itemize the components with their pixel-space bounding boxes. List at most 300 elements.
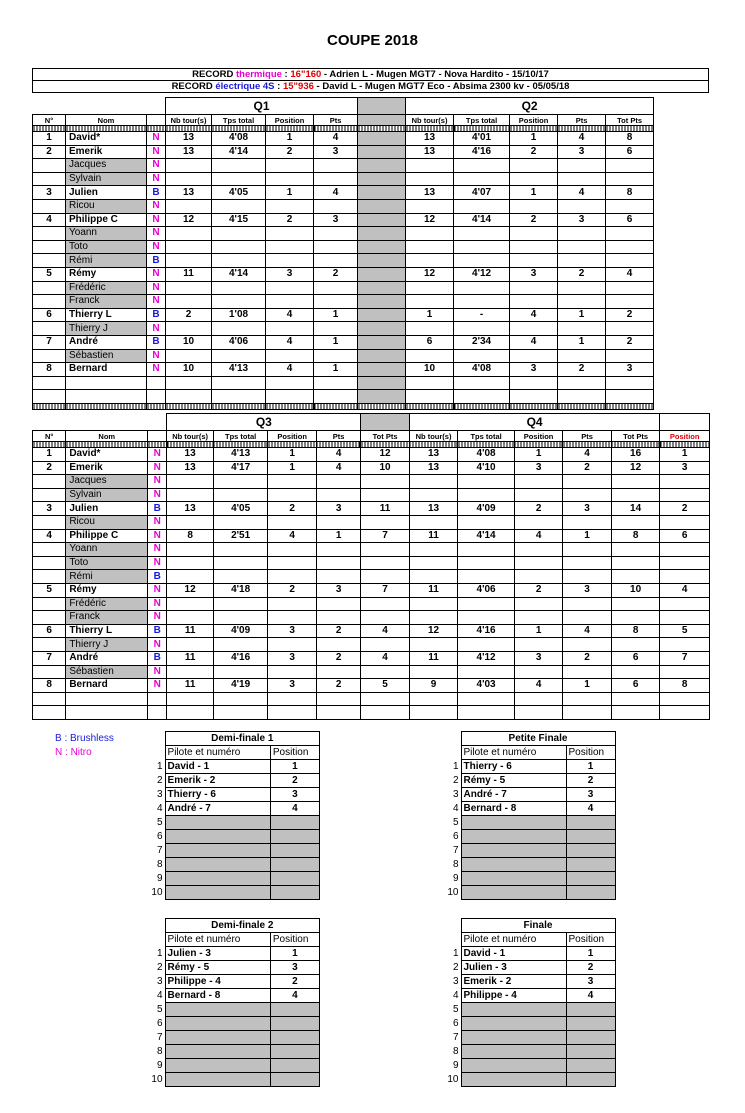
heat-total-time: 4'09	[213, 624, 268, 638]
blank-cell	[654, 186, 711, 200]
heat-total-time: 4'07	[454, 186, 510, 200]
header-pilot: Pilote et numéro	[461, 746, 566, 760]
empty-pilot-cell	[165, 830, 270, 844]
motor-type: N	[147, 322, 166, 336]
heat-laps	[409, 475, 457, 489]
heat-position: 3	[268, 651, 316, 665]
record-time: 16"160	[290, 69, 322, 80]
pilot-sub-row	[33, 543, 710, 557]
heat-total-points: 8	[611, 529, 660, 543]
pilot-sub-row	[33, 638, 710, 652]
pilot-row	[33, 448, 710, 462]
heat-total-time	[454, 240, 510, 254]
empty-cell	[406, 390, 454, 404]
heat-position: 4	[266, 308, 314, 322]
blank-cell	[654, 376, 711, 390]
pilot-name: Sébastien	[66, 665, 148, 679]
heat-position	[514, 543, 562, 557]
heat-laps: 12	[406, 213, 454, 227]
heat-total-time: 4'16	[454, 145, 510, 159]
final-row	[151, 1059, 320, 1073]
heat-laps: 11	[167, 624, 213, 638]
empty-pilot-cell	[165, 872, 270, 886]
pilot-name: Philippe C	[66, 213, 147, 227]
heat-position	[514, 638, 562, 652]
empty-pilot-cell	[461, 1073, 566, 1087]
heat-laps	[167, 597, 213, 611]
heat-total-time	[212, 159, 266, 173]
position-cell: 1	[270, 760, 319, 774]
row-number: 1	[452, 760, 459, 772]
row-number: 6	[156, 1017, 163, 1029]
finale-table	[447, 918, 616, 1087]
final-row	[151, 1073, 320, 1087]
hatch-cell	[406, 403, 454, 409]
final-title: Petite Finale	[461, 732, 615, 746]
empty-cell	[316, 706, 360, 720]
heat-position	[510, 227, 558, 241]
heat-total-points	[361, 638, 409, 652]
record-sep: :	[281, 69, 291, 80]
final-row	[151, 961, 320, 975]
motor-type: N	[148, 679, 167, 693]
demi-finale-1-table	[151, 731, 320, 900]
motor-type: N	[147, 267, 166, 281]
heat-points: 3	[314, 145, 358, 159]
heat-points	[316, 515, 360, 529]
final-header-row	[151, 933, 320, 947]
position-cell: 3	[566, 788, 615, 802]
pilot-number: 5	[33, 583, 66, 597]
separator-cell	[358, 376, 406, 390]
blank-cell	[151, 933, 165, 947]
final-row	[447, 774, 615, 788]
col-type	[147, 115, 166, 126]
blank-cell	[654, 213, 711, 227]
heat-total-time: 4'08	[212, 132, 266, 146]
pilot-row	[33, 335, 711, 349]
separator-cell	[358, 308, 406, 322]
empty-cell	[314, 376, 358, 390]
col-nb: Nb tour(s)	[166, 115, 212, 126]
heat-total-time: 4'05	[213, 502, 268, 516]
empty-position-cell	[566, 1017, 615, 1031]
pilot-cell: Thierry - 6	[165, 788, 270, 802]
heat-total-time: 4'08	[454, 363, 510, 377]
heat-laps	[166, 254, 212, 268]
position-cell: 2	[270, 774, 319, 788]
heat-laps	[409, 570, 457, 584]
heat-total-time	[213, 475, 268, 489]
heat-points	[314, 199, 358, 213]
heat-points	[314, 227, 358, 241]
col-pts: Pts	[314, 115, 358, 126]
empty-cell	[147, 376, 166, 390]
blank-cell	[447, 919, 461, 933]
heat-position: 2	[266, 213, 314, 227]
separator-cell	[358, 159, 406, 173]
heat-points	[558, 159, 606, 173]
header-position: Position	[566, 933, 615, 947]
heat-total-time: 4'06	[458, 583, 515, 597]
results-table-q3-q4	[32, 413, 710, 720]
pilot-number: 8	[33, 679, 66, 693]
hatch-row	[33, 403, 711, 409]
heat-laps: 13	[406, 145, 454, 159]
col-tps: Tps total	[213, 431, 268, 442]
heat-total-time: 4'16	[213, 651, 268, 665]
final-position: 4	[660, 583, 710, 597]
heat-total-points	[611, 611, 660, 625]
empty-cell	[147, 390, 166, 404]
row-number: 8	[452, 858, 459, 870]
heat-total-time	[212, 172, 266, 186]
heat-total-time: 2'34	[454, 335, 510, 349]
motor-type: N	[147, 281, 166, 295]
heat-points: 1	[314, 335, 358, 349]
separator-cell	[358, 98, 406, 115]
heat-position	[266, 240, 314, 254]
heat-laps: 13	[166, 145, 212, 159]
pilot-cell: Emerik - 2	[461, 975, 566, 989]
pilot-sub-row	[33, 515, 710, 529]
record-details: - David L - Mugen MGT7 Eco - Absima 2300 kv - 05/05/18	[313, 81, 570, 92]
heat-total-time: 4'03	[458, 679, 515, 693]
final-position	[660, 570, 710, 584]
heat-points	[563, 638, 611, 652]
final-row	[447, 760, 615, 774]
header-position: Position	[566, 746, 615, 760]
empty-cell	[33, 376, 66, 390]
final-title: Finale	[461, 919, 615, 933]
heat-total-time	[213, 665, 268, 679]
heat-laps: 8	[167, 529, 213, 543]
heat-total-time	[213, 638, 268, 652]
empty-cell	[167, 692, 213, 706]
heat-total-time	[454, 281, 510, 295]
heat-position: 1	[514, 448, 562, 462]
empty-cell	[316, 692, 360, 706]
empty-cell	[166, 390, 212, 404]
empty-position-cell	[566, 844, 615, 858]
final-row	[447, 1073, 615, 1087]
row-number: 4	[156, 802, 163, 814]
pilot-sub-row	[33, 611, 710, 625]
heat-laps	[166, 295, 212, 309]
row-number: 6	[452, 1017, 459, 1029]
pilot-name: Rémy	[66, 583, 148, 597]
motor-type: N	[147, 363, 166, 377]
row-number: 3	[156, 975, 163, 987]
heat-laps: 13	[406, 132, 454, 146]
heat-label: Q2	[406, 98, 654, 115]
pilot-number: 3	[33, 186, 66, 200]
empty-cell	[66, 390, 147, 404]
pilot-number	[33, 597, 66, 611]
pilot-sub-row	[33, 488, 710, 502]
blank-cell	[654, 308, 711, 322]
heat-laps	[167, 638, 213, 652]
final-row	[447, 788, 615, 802]
pilot-number: 8	[33, 363, 66, 377]
heat-total-points	[611, 597, 660, 611]
heat-points: 2	[314, 267, 358, 281]
motor-type: N	[147, 132, 166, 146]
heat-total-points	[606, 227, 654, 241]
empty-position-cell	[270, 830, 319, 844]
heat-laps	[166, 281, 212, 295]
empty-pilot-cell	[165, 1059, 270, 1073]
heat-total-points: 7	[361, 529, 409, 543]
empty-position-cell	[270, 886, 319, 900]
empty-pilot-cell	[165, 1045, 270, 1059]
final-row	[447, 961, 615, 975]
final-row	[447, 858, 615, 872]
empty-cell	[212, 390, 266, 404]
heat-laps	[167, 475, 213, 489]
blank-cell	[654, 363, 711, 377]
pilot-sub-row	[33, 199, 711, 213]
blank-cell	[660, 414, 710, 431]
heat-position	[514, 488, 562, 502]
heat-total-points: 11	[361, 502, 409, 516]
heat-laps: 11	[166, 267, 212, 281]
final-position: 5	[660, 624, 710, 638]
blank-cell	[654, 390, 711, 404]
heat-total-time	[212, 227, 266, 241]
heat-position	[266, 349, 314, 363]
heat-position: 4	[510, 308, 558, 322]
heat-points: 2	[316, 651, 360, 665]
motor-type: N	[147, 349, 166, 363]
heat-total-points	[606, 349, 654, 363]
heat-laps	[409, 638, 457, 652]
heat-position	[510, 349, 558, 363]
empty-cell	[314, 390, 358, 404]
heat-position: 1	[510, 186, 558, 200]
pilot-sub-row	[33, 159, 711, 173]
row-number: 8	[452, 1045, 459, 1057]
heat-position	[266, 322, 314, 336]
heat-position: 1	[266, 186, 314, 200]
heat-points	[314, 281, 358, 295]
heat-points: 1	[563, 529, 611, 543]
heat-total-points	[611, 556, 660, 570]
pilot-row	[33, 461, 710, 475]
final-title-row	[447, 919, 615, 933]
position-cell: 2	[566, 961, 615, 975]
heat-laps	[409, 597, 457, 611]
col-tps: Tps total	[458, 431, 515, 442]
position-cell: 2	[566, 774, 615, 788]
heat-position	[514, 570, 562, 584]
pilot-cell: Bernard - 8	[165, 989, 270, 1003]
heat-position	[510, 199, 558, 213]
row-number: 3	[156, 788, 163, 800]
page-title: COUPE 2018	[327, 32, 418, 49]
heat-position	[268, 475, 316, 489]
row-number: 2	[156, 961, 163, 973]
heat-total-points	[611, 488, 660, 502]
position-cell: 3	[566, 975, 615, 989]
separator-cell	[358, 390, 406, 404]
empty-cell	[611, 706, 660, 720]
heat-points	[314, 295, 358, 309]
empty-cell	[514, 692, 562, 706]
pilot-cell: Emerik - 2	[165, 774, 270, 788]
final-title: Demi-finale 2	[165, 919, 319, 933]
pilot-name: Thierry L	[66, 624, 148, 638]
blank-cell	[654, 322, 711, 336]
heat-points: 3	[316, 502, 360, 516]
motor-type: N	[148, 543, 167, 557]
heat-position: 1	[266, 132, 314, 146]
heat-points	[563, 597, 611, 611]
final-position: 3	[660, 461, 710, 475]
position-cell: 4	[566, 989, 615, 1003]
pilot-name: Jacques	[66, 159, 147, 173]
heat-points: 3	[314, 213, 358, 227]
heat-position	[514, 665, 562, 679]
heat-position: 4	[266, 363, 314, 377]
final-position	[660, 597, 710, 611]
heat-points	[558, 199, 606, 213]
final-row	[151, 858, 320, 872]
row-number: 4	[156, 989, 163, 1001]
row-number: 3	[452, 975, 459, 987]
pilot-cell: Thierry - 6	[461, 760, 566, 774]
heat-position: 2	[268, 583, 316, 597]
pilot-number: 4	[33, 213, 66, 227]
heat-points	[316, 665, 360, 679]
pilot-number: 7	[33, 651, 66, 665]
heat-position: 3	[514, 651, 562, 665]
col-type	[148, 431, 167, 442]
row-number: 10	[151, 1073, 163, 1085]
row-number: 1	[156, 947, 163, 959]
empty-pilot-cell	[461, 830, 566, 844]
motor-type: N	[148, 611, 167, 625]
heat-total-points: 10	[611, 583, 660, 597]
empty-cell	[606, 390, 654, 404]
pilot-number	[33, 515, 66, 529]
empty-cell	[66, 706, 148, 720]
final-row	[447, 816, 615, 830]
record-sep: :	[274, 81, 283, 92]
empty-cell	[514, 706, 562, 720]
heat-laps	[166, 240, 212, 254]
heat-position: 2	[510, 145, 558, 159]
header-pilot: Pilote et numéro	[165, 746, 270, 760]
motor-type: N	[148, 488, 167, 502]
pilot-name: André	[66, 651, 148, 665]
heat-position	[510, 159, 558, 173]
heat-total-time: 4'10	[458, 461, 515, 475]
empty-cell	[361, 692, 409, 706]
row-number: 3	[452, 788, 459, 800]
heat-total-time: 4'14	[454, 213, 510, 227]
heat-laps	[166, 172, 212, 186]
empty-pilot-cell	[461, 872, 566, 886]
heat-total-points	[611, 665, 660, 679]
pilot-number: 4	[33, 529, 66, 543]
pilot-sub-row	[33, 475, 710, 489]
results-table-q1-q2	[32, 97, 711, 410]
row-number: 10	[447, 886, 459, 898]
heat-laps	[166, 199, 212, 213]
final-row	[151, 1017, 320, 1031]
record-time: 15"936	[282, 81, 314, 92]
pilot-number	[33, 199, 66, 213]
heat-total-time	[454, 349, 510, 363]
heat-points: 3	[316, 583, 360, 597]
pilot-number	[33, 240, 66, 254]
pilot-name: André	[66, 335, 147, 349]
row-number: 9	[156, 872, 163, 884]
row-number: 2	[452, 774, 459, 786]
empty-pilot-cell	[165, 844, 270, 858]
heat-position: 2	[514, 502, 562, 516]
heat-points: 2	[558, 363, 606, 377]
heat-total-time	[458, 488, 515, 502]
heat-total-time	[458, 543, 515, 557]
heat-points: 2	[316, 624, 360, 638]
heat-total-points: 2	[606, 335, 654, 349]
heat-total-points	[361, 556, 409, 570]
blank-cell	[654, 240, 711, 254]
pilot-cell: Rémy - 5	[461, 774, 566, 788]
heat-position: 4	[268, 529, 316, 543]
pilot-number: 7	[33, 335, 66, 349]
pilot-cell: David - 1	[461, 947, 566, 961]
heat-total-points: 14	[611, 502, 660, 516]
final-row	[151, 816, 320, 830]
heat-points: 4	[558, 132, 606, 146]
heat-points: 2	[563, 651, 611, 665]
final-row	[447, 802, 615, 816]
final-row	[447, 872, 615, 886]
pilot-sub-row	[33, 254, 711, 268]
pilot-name: Toto	[66, 556, 148, 570]
col-tps: Tps total	[212, 115, 266, 126]
empty-cell	[213, 692, 268, 706]
pilot-sub-row	[33, 281, 711, 295]
empty-position-cell	[566, 872, 615, 886]
heat-total-points	[611, 475, 660, 489]
col-no: N°	[33, 115, 66, 126]
motor-type: N	[148, 475, 167, 489]
pilot-name: Franck	[66, 611, 148, 625]
empty-position-cell	[270, 1059, 319, 1073]
heat-total-time	[454, 322, 510, 336]
row-number: 7	[156, 1031, 163, 1043]
heat-laps	[406, 227, 454, 241]
heat-label: Q4	[409, 414, 660, 431]
empty-pilot-cell	[461, 1045, 566, 1059]
blank-cell	[654, 335, 711, 349]
heat-points: 3	[558, 213, 606, 227]
empty-position-cell	[566, 830, 615, 844]
pilot-name: Rémi	[66, 254, 147, 268]
blank-cell	[654, 98, 711, 115]
pilot-number	[33, 295, 66, 309]
heat-total-points	[606, 159, 654, 173]
col-nom: Nom	[66, 431, 148, 442]
heat-points	[558, 295, 606, 309]
heat-total-time: 4'13	[213, 448, 268, 462]
heat-position	[268, 515, 316, 529]
heat-total-time	[458, 515, 515, 529]
